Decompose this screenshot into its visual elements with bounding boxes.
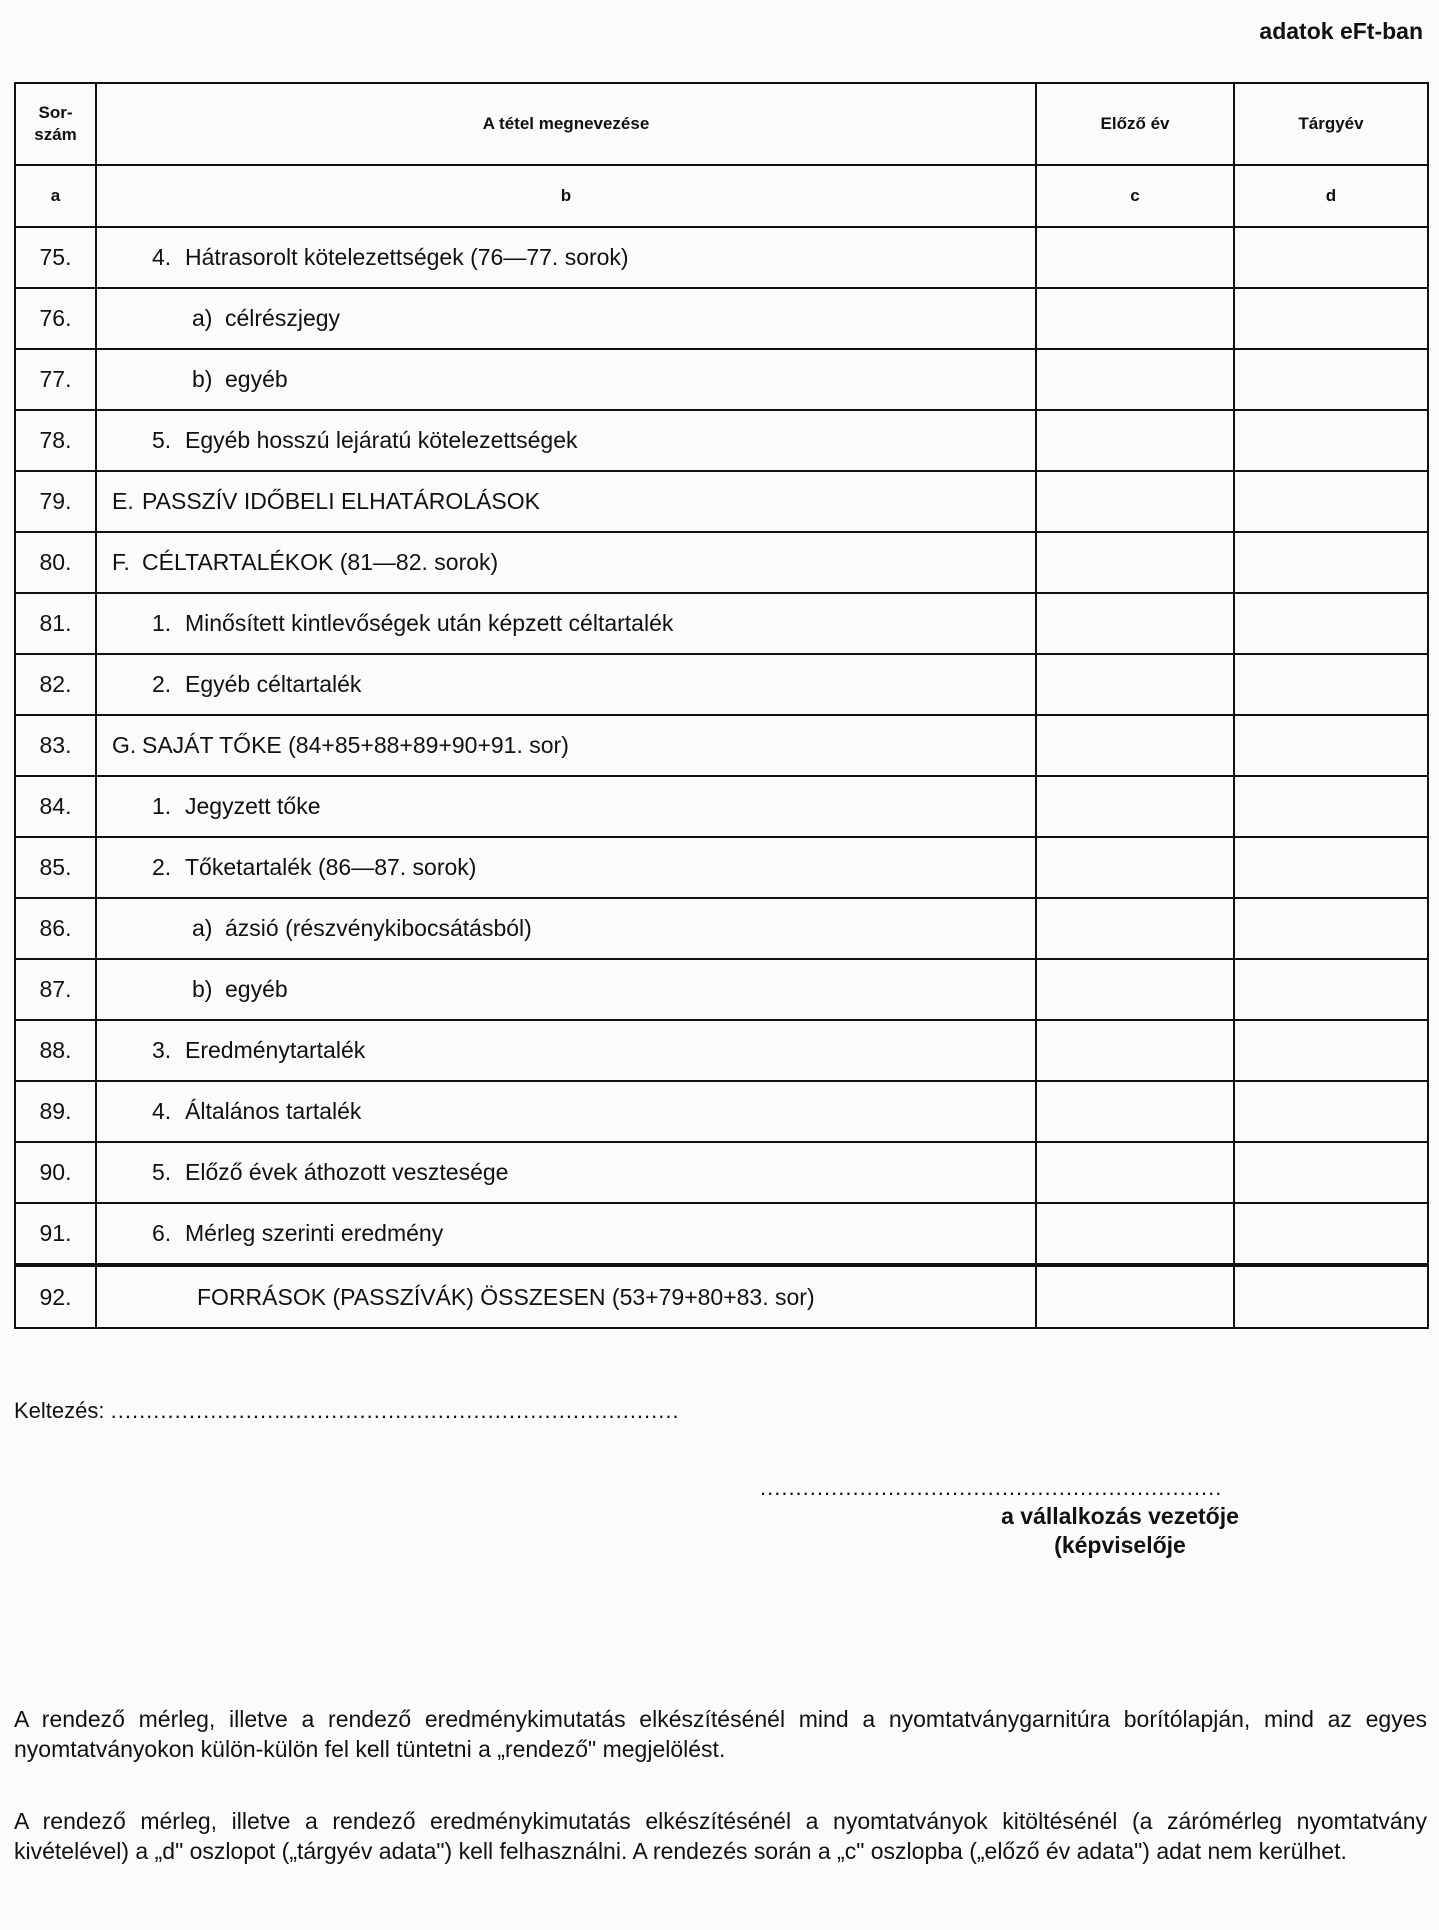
table-row: [15, 410, 1428, 471]
table-row: [15, 227, 1428, 288]
row-number: 84.: [15, 776, 96, 837]
row-label: Általános tartalék: [185, 1098, 362, 1124]
row-number: 79.: [15, 471, 96, 532]
row-prefix: 4.: [152, 1098, 172, 1124]
row-label: Hátrasorolt kötelezettségek (76—77. sorok): [185, 244, 629, 270]
row-label: Tőketartalék (86—87. sorok): [185, 854, 477, 880]
date-line: [14, 1398, 680, 1424]
row-prefix: E.: [112, 488, 134, 514]
row-prefix: 1.: [152, 610, 172, 636]
note-paragraph-2: A rendező mérleg, illetve a rendező eredménykimutatás elkészítésénél a nyomtatványok kitöltésénél (a zárómérleg nyomtatvány kivételével) a „d" oszlopot („tárgyév adata") kell felhasználni. A rendezés során a „c" oszlopba („előző év adata") adat nem kerülhet.: [14, 1808, 1427, 1864]
row-label-cell: [96, 837, 1036, 898]
row-label-cell: [96, 471, 1036, 532]
previous-year-cell[interactable]: [1036, 1203, 1234, 1265]
previous-year-cell[interactable]: [1036, 715, 1234, 776]
row-label-cell: [96, 410, 1036, 471]
row-prefix: 4.: [152, 244, 172, 270]
row-number: 82.: [15, 654, 96, 715]
current-year-cell[interactable]: [1234, 1020, 1428, 1081]
table-row: [15, 715, 1428, 776]
row-prefix: 1.: [152, 793, 172, 819]
row-number: 89.: [15, 1081, 96, 1142]
previous-year-cell[interactable]: [1036, 1142, 1234, 1203]
column-letter-b: b: [96, 165, 1036, 227]
row-label-cell: [96, 288, 1036, 349]
row-number: 87.: [15, 959, 96, 1020]
row-label: Mérleg szerinti eredmény: [185, 1220, 444, 1246]
row-prefix: G.: [112, 732, 137, 758]
column-letter-c: c: [1036, 165, 1234, 227]
row-label: Előző évek áthozott vesztesége: [185, 1159, 509, 1185]
table-row: [15, 471, 1428, 532]
row-number: 90.: [15, 1142, 96, 1203]
signature-caption-line2: (képviselője: [1054, 1532, 1186, 1558]
row-number: 78.: [15, 410, 96, 471]
header-number: [15, 83, 96, 165]
row-prefix: 2.: [152, 854, 172, 880]
table-row: [15, 654, 1428, 715]
column-letter-d: d: [1234, 165, 1428, 227]
column-letter-row: [15, 165, 1428, 227]
row-number: 75.: [15, 227, 96, 288]
unit-note: adatok eFt-ban: [1259, 18, 1423, 44]
row-label: célrészjegy: [225, 305, 341, 331]
note-paragraph-1: A rendező mérleg, illetve a rendező eredménykimutatás elkészítésénél mind a nyomtatványgarnitúra borítólapján, mind az egyes nyomtatványokon külön-külön fel kell tüntetni a „rendező" megjelölést.: [14, 1706, 1427, 1762]
current-year-cell[interactable]: [1234, 532, 1428, 593]
table-row: [15, 776, 1428, 837]
table-row: [15, 288, 1428, 349]
row-number: 91.: [15, 1203, 96, 1265]
current-year-cell[interactable]: [1234, 288, 1428, 349]
row-number: 88.: [15, 1020, 96, 1081]
row-label: PASSZÍV IDŐBELI ELHATÁROLÁSOK: [142, 488, 540, 514]
row-label: Egyéb hosszú lejáratú kötelezettségek: [185, 427, 578, 453]
row-prefix: a): [192, 915, 213, 941]
current-year-cell[interactable]: [1234, 1265, 1428, 1328]
previous-year-cell[interactable]: [1036, 1020, 1234, 1081]
previous-year-cell[interactable]: [1036, 776, 1234, 837]
row-label-cell: [96, 532, 1036, 593]
row-number: 85.: [15, 837, 96, 898]
row-label-cell: [96, 349, 1036, 410]
row-label-cell: [96, 1081, 1036, 1142]
row-label-cell: [96, 654, 1036, 715]
row-label-cell: [96, 898, 1036, 959]
date-label: Keltezés:: [14, 1398, 105, 1423]
previous-year-cell[interactable]: [1036, 1265, 1234, 1328]
row-number: 80.: [15, 532, 96, 593]
current-year-cell[interactable]: [1234, 898, 1428, 959]
row-label: egyéb: [225, 976, 288, 1002]
current-year-cell[interactable]: [1234, 593, 1428, 654]
table-row: [15, 1265, 1428, 1328]
current-year-cell[interactable]: [1234, 1142, 1428, 1203]
row-label: FORRÁSOK (PASSZÍVÁK) ÖSSZESEN (53+79+80+83. sor): [197, 1283, 815, 1310]
row-label: Egyéb céltartalék: [185, 671, 362, 697]
current-year-cell[interactable]: [1234, 715, 1428, 776]
row-prefix: 6.: [152, 1220, 172, 1246]
signature-caption: [940, 1502, 1300, 1560]
row-number: 81.: [15, 593, 96, 654]
row-label: Eredménytartalék: [185, 1037, 366, 1063]
row-label-cell: [96, 1020, 1036, 1081]
row-number: 86.: [15, 898, 96, 959]
signature-line[interactable]: .................................................................: [760, 1475, 1223, 1500]
current-year-cell[interactable]: [1234, 654, 1428, 715]
row-prefix: 5.: [152, 1159, 172, 1185]
previous-year-cell[interactable]: [1036, 288, 1234, 349]
previous-year-cell[interactable]: [1036, 227, 1234, 288]
row-label-cell: [96, 1203, 1036, 1265]
table-row: [15, 959, 1428, 1020]
header-row: [15, 83, 1428, 165]
table-row: [15, 837, 1428, 898]
row-label: Jegyzett tőke: [185, 793, 321, 819]
row-prefix: b): [192, 366, 213, 392]
current-year-cell[interactable]: [1234, 776, 1428, 837]
previous-year-cell[interactable]: [1036, 1081, 1234, 1142]
row-prefix: F.: [112, 549, 130, 575]
previous-year-cell[interactable]: [1036, 471, 1234, 532]
row-label-cell: [96, 1265, 1036, 1328]
row-number: 77.: [15, 349, 96, 410]
row-label-cell: [96, 776, 1036, 837]
row-prefix: 2.: [152, 671, 172, 697]
previous-year-cell[interactable]: [1036, 959, 1234, 1020]
previous-year-cell[interactable]: [1036, 898, 1234, 959]
row-label: SAJÁT TŐKE (84+85+88+89+90+91. sor): [142, 732, 569, 758]
row-number: 92.: [15, 1265, 96, 1328]
current-year-cell[interactable]: [1234, 1081, 1428, 1142]
row-label-cell: [96, 715, 1036, 776]
current-year-cell[interactable]: [1234, 959, 1428, 1020]
table-row: [15, 349, 1428, 410]
previous-year-cell[interactable]: [1036, 532, 1234, 593]
signature-caption-line1: a vállalkozás vezetője: [1001, 1503, 1239, 1529]
current-year-cell[interactable]: [1234, 410, 1428, 471]
header-current-year: Tárgyév: [1234, 83, 1428, 165]
row-label: CÉLTARTALÉKOK (81—82. sorok): [142, 549, 499, 575]
ledger-body: [15, 227, 1428, 1328]
row-prefix: b): [192, 976, 213, 1002]
row-label: egyéb: [225, 366, 288, 392]
previous-year-cell[interactable]: [1036, 837, 1234, 898]
row-number: 76.: [15, 288, 96, 349]
row-label: Minősített kintlevőségek után képzett céltartalék: [185, 610, 674, 636]
row-number: 83.: [15, 715, 96, 776]
current-year-cell[interactable]: [1234, 349, 1428, 410]
table-row: [15, 1203, 1428, 1265]
row-label-cell: [96, 227, 1036, 288]
table-row: [15, 1081, 1428, 1142]
header-name: A tétel megnevezése: [96, 83, 1036, 165]
current-year-cell[interactable]: [1234, 471, 1428, 532]
previous-year-cell[interactable]: [1036, 410, 1234, 471]
row-prefix: 3.: [152, 1037, 172, 1063]
table-row: [15, 1142, 1428, 1203]
previous-year-cell[interactable]: [1036, 593, 1234, 654]
header-previous-year: Előző év: [1036, 83, 1234, 165]
previous-year-cell[interactable]: [1036, 349, 1234, 410]
row-label: ázsió (részvénykibocsátásból): [225, 915, 532, 941]
row-prefix: 5.: [152, 427, 172, 453]
table-row: [15, 1020, 1428, 1081]
row-label-cell: [96, 959, 1036, 1020]
table-row: [15, 593, 1428, 654]
row-label-cell: [96, 593, 1036, 654]
current-year-cell[interactable]: [1234, 837, 1428, 898]
table-row: [15, 532, 1428, 593]
date-field[interactable]: ................................................................................: [110, 1398, 680, 1423]
column-letter-a: a: [15, 165, 96, 227]
current-year-cell[interactable]: [1234, 1203, 1428, 1265]
row-label-cell: [96, 1142, 1036, 1203]
ledger-table: [14, 82, 1429, 1329]
previous-year-cell[interactable]: [1036, 654, 1234, 715]
table-row: [15, 898, 1428, 959]
row-prefix: a): [192, 305, 213, 331]
current-year-cell[interactable]: [1234, 227, 1428, 288]
header-number-text: Sor- szám: [34, 103, 77, 144]
